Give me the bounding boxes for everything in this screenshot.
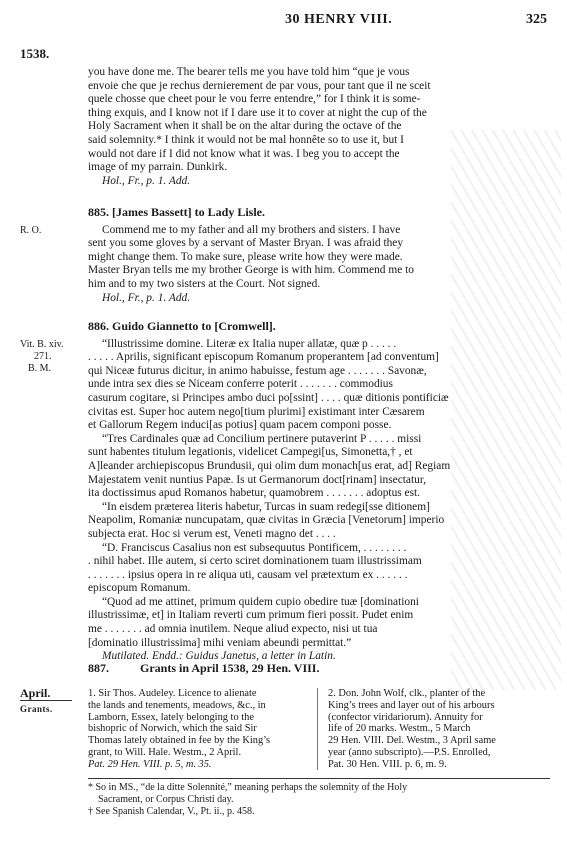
text-line: 29 Hen. VIII. Del. Westm., 3 April same [328, 735, 496, 747]
text-line: image of my parrain. Dunkirk. [88, 161, 228, 174]
text-line: casurum cogitare, si Principes ambo duci po[ssint] . . . . quæ ditionis pontificiæ [88, 391, 449, 404]
entry-number: 886. [88, 319, 109, 333]
entry-number: 885. [88, 205, 109, 219]
text-line: Neapolim, Romaniæ nuncupatam, quæ civitas in Græcia [Venetorum] imperio [88, 514, 445, 527]
text-line: civitas est. Super hoc autem nego[tium plurimi] existimant inter Cæsarem [88, 405, 425, 418]
text-line: “Tres Cardinales quæ ad Concilium pertinere putaverint P . . . . . missi [102, 432, 422, 445]
text-line: said solemnity.* I think it would not be mal honnête so to use it, but I [88, 133, 404, 146]
entry-title: Grants in April 1538, 29 Hen. VIII. [140, 661, 320, 675]
text-line: Pat. 29 Hen. VIII. p. 5, m. 35. [88, 758, 212, 770]
page-number: 325 [526, 12, 547, 27]
entry-title: [James Bassett] to Lady Lisle. [112, 205, 265, 219]
footnote-line: Sacrament, or Corpus Christi day. [98, 794, 234, 805]
source-note: Mutilated. Endd.: Guidus Janetus, a letter in Latin. [102, 650, 336, 663]
footnote-line: † See Spanish Calendar, V., Pt. ii., p. 458. [88, 806, 255, 817]
footnote-line: * So in MS., “de la ditte Solennité,” meaning perhaps the solemnity of the Holy [88, 782, 408, 793]
text-line: illustrissimæ, et] in Italiam reverti cum primum fieri possit. Pudet enim [88, 609, 414, 622]
text-line: you have done me. The bearer tells me you have told him “que je vous [88, 66, 410, 78]
text-line: “Illustrissime domine. Literæ ex Italia nuper allatæ, quæ p . . . . . [102, 337, 397, 350]
grant-1 [88, 688, 310, 771]
entry-885 [88, 206, 550, 305]
margin-ref-885: R. O. [20, 225, 42, 236]
text-line: Thomas lately obtained in fee by the King’s [88, 735, 271, 747]
margin-ref-886 [20, 339, 63, 375]
margin-month: April. [20, 686, 51, 700]
text-line: quele chosse que cheet pour le vou ferre entendre,” for I think it is some- [88, 93, 421, 106]
entry-887-heading [88, 662, 550, 676]
text-line: would not dare if I did not know what it was. I beg you to accept the [88, 147, 400, 160]
text-line: sent you some gloves by a servant of Master Bryan. I was afraid they [88, 237, 404, 250]
text-line: Pat. 30 Hen. VIII. p. 6, m. 9. [328, 758, 447, 770]
text-line: 1. Sir Thos. Audeley. Licence to alienate [88, 688, 257, 699]
text-line: sunt habentes titulum legationis, videlicet Campegi[us, Simonetta,† , et [88, 446, 413, 459]
text-line: episcopum Romanum. [88, 582, 191, 595]
text-line: . nihil habet. Ille autem, si certo sciret dominationem tuam illustrissimam [88, 555, 422, 568]
text-line: “D. Franciscus Casalius non est subsequutus Pontificem, . . . . . . . . [102, 541, 407, 554]
text-line: “In eisdem præterea literis habetur, Turcas in suam redegi[sse ditionem] [102, 500, 430, 513]
text-line: him and to my two sisters at the Court. Not signed. [88, 277, 321, 290]
text-line: . . . . . Aprilis, significant episcopum Romanum properantem [ad conventum] [88, 351, 439, 364]
margin-rule [20, 700, 72, 701]
text-line: 2. Don. John Wolf, clk., planter of the [328, 688, 486, 699]
text-line: “Quod ad me attinet, primum quidem cupio obedire tuæ [dominationi [102, 595, 419, 608]
source-note: Hol., Fr., p. 1. Add. [102, 291, 191, 304]
text-line: unde intra sex dies se Niceam conferre poterit . . . . . . . commodius [88, 378, 393, 391]
footnotes [88, 782, 550, 818]
text-line: grant, to Will. Hale. Westm., 2 April. [88, 746, 242, 758]
footnote-rule [88, 778, 550, 779]
text-line: me . . . . . . . ad omnia inutilem. Neque aliud expecto, nisi ut tua [88, 623, 378, 636]
source-note: Hol., Fr., p. 1. Add. [102, 174, 191, 187]
running-header-title: 30 HENRY VIII. [285, 12, 393, 27]
margin-ref-line: Vit. B. xiv. [20, 339, 64, 350]
text-line: [dominatio illustrissima] mihi veniam abeundi permittat.” [88, 636, 352, 649]
column-divider [317, 688, 318, 770]
grant-2 [328, 688, 550, 771]
text-line: Majestatem venit nuntius Papæ. Is ut Germanorum doct[rinam] insectatur, [88, 473, 427, 486]
entry-886 [88, 320, 550, 664]
text-line: the lands and tenements, meadows, &c., in [88, 699, 266, 711]
text-line: subjecta erat. Hoc si verum est, Veneti magno det . . . . [88, 527, 336, 540]
text-line: et Gallorum Regem induci[as potius] quam pacem componi posse. [88, 419, 392, 432]
margin-ref-line: B. M. [28, 363, 52, 374]
entry-number: 887. [88, 661, 109, 675]
text-line: life of 20 marks. Westm., 5 March [328, 723, 471, 735]
text-line: Lamborn, Essex, lately belonging to the [88, 711, 254, 723]
text-line: envoie che que je rechus dernierement de par vous, pour tant que il ne sceit [88, 79, 431, 92]
text-line: thing exquis, and I know not if I dare use it to cover at night the cup of the [88, 106, 427, 119]
entry-title: Guido Giannetto to [Cromwell]. [112, 319, 276, 333]
text-line: ita doctissimus apud Romanos habetur, quamobrem . . . . . . . adoptus est. [88, 487, 421, 500]
text-line: year (anno subscripto).—P.S. Enrolled, [328, 746, 491, 758]
text-line: A]leander archiepiscopus Brundusii, qui olim dum monach[us erat, ad] Regiam [88, 459, 451, 472]
entry-heading [88, 206, 550, 220]
text-line: Master Bryan tells me my brother George is with him. Commend me to [88, 264, 414, 277]
text-line: bishopric of Norwich, which the said Sir [88, 723, 257, 735]
text-line: King’s trees and layer out of his arbours [328, 699, 495, 711]
text-line: . . . . . . . ipsius opera in re aliqua uti, causam vel prætextum ex . . . . . . [88, 568, 408, 581]
entry-heading [88, 320, 550, 334]
text-line: (confector viridariorum). Annuity for [328, 711, 483, 723]
text-line: Holy Sacrament when it shall be on the altar during the octave of the [88, 120, 402, 133]
margin-year: 1538. [20, 46, 50, 61]
text-line: qui Niceæ futurus dicitur, in animo habuisse, festum age . . . . . . . Savonæ, [88, 364, 427, 377]
margin-grants-label: Grants. [20, 704, 53, 714]
continued-letter [88, 66, 550, 188]
text-line: Commend me to my father and all my brothers and sisters. I have [102, 223, 401, 236]
margin-ref-line: 271. [34, 351, 52, 362]
text-line: might change them. To make sure, please write how they were made. [88, 250, 403, 263]
